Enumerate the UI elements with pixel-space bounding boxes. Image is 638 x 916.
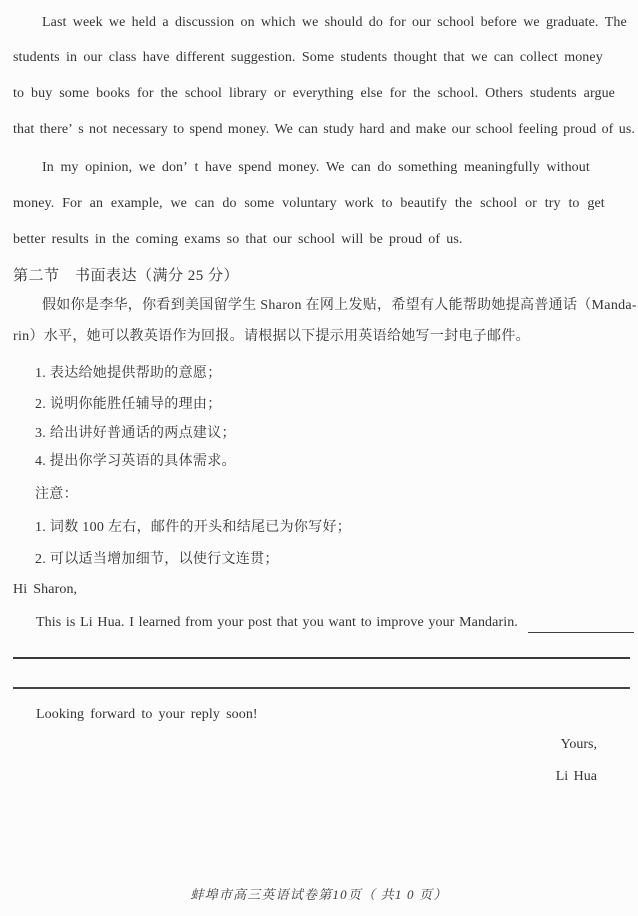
- passage-para2-line2: money. For an example, we can do some voluntary work to beautify the school or try to get: [13, 196, 605, 211]
- task-point-2: 2. 说明你能胜任辅导的理由；: [35, 397, 222, 412]
- passage-para2-line1: In my opinion, we don’ t have spend money. We can do something meaningfully without: [42, 160, 590, 175]
- passage-para1-line2: students in our class have different suggestion. Some students thought that we can collect money: [13, 50, 603, 65]
- task-point-4: 4. 提出你学习英语的具体需求。: [35, 454, 236, 469]
- task-point-3: 3. 给出讲好普通话的两点建议；: [35, 426, 236, 441]
- answer-underline-short: [528, 632, 634, 633]
- letter-signature: Li Hua: [555, 769, 597, 784]
- answer-line-2: [13, 687, 630, 689]
- letter-salutation: Hi Sharon,: [13, 582, 78, 597]
- passage-para1-line4: that there’ s not necessary to spend money. We can study hard and make our school feeling proud of us.: [13, 122, 635, 137]
- task-intro-line2: rin）水平，她可以教英语作为回报。请根据以下提示用英语给她写一封电子邮件。: [13, 329, 530, 344]
- passage-para2-line3: better results in the coming exams so that our school will be proud of us.: [13, 232, 463, 247]
- footer-page-number: 蚌埠市高三英语试卷第10页（ 共1 0 页）: [190, 887, 448, 902]
- letter-closing: Looking forward to your reply soon!: [36, 707, 258, 722]
- notice-2: 2. 可以适当增加细节，以使行文连贯；: [35, 552, 279, 567]
- passage-para1-line1: Last week we held a discussion on which we should do for our school before we graduate. The: [42, 15, 627, 30]
- answer-line-1: [13, 657, 630, 659]
- letter-signoff: Yours,: [560, 737, 597, 752]
- task-point-1: 1. 表达给她提供帮助的意愿；: [35, 366, 222, 381]
- notice-1: 1. 词数 100 左右，邮件的开头和结尾已为你写好；: [35, 520, 352, 535]
- letter-opening: This is Li Hua. I learned from your post that you want to improve your Mandarin.: [36, 615, 518, 630]
- section-heading: 第二节 书面表达（满分 25 分）: [13, 268, 240, 284]
- task-intro-line1: 假如你是李华，你看到美国留学生 Sharon 在网上发贴，希望有人能帮助她提高普通话（Manda-: [42, 298, 637, 313]
- passage-para1-line3: to buy some books for the school library or everything else for the school. Others students argue: [13, 86, 615, 101]
- notice-label: 注意：: [35, 487, 78, 502]
